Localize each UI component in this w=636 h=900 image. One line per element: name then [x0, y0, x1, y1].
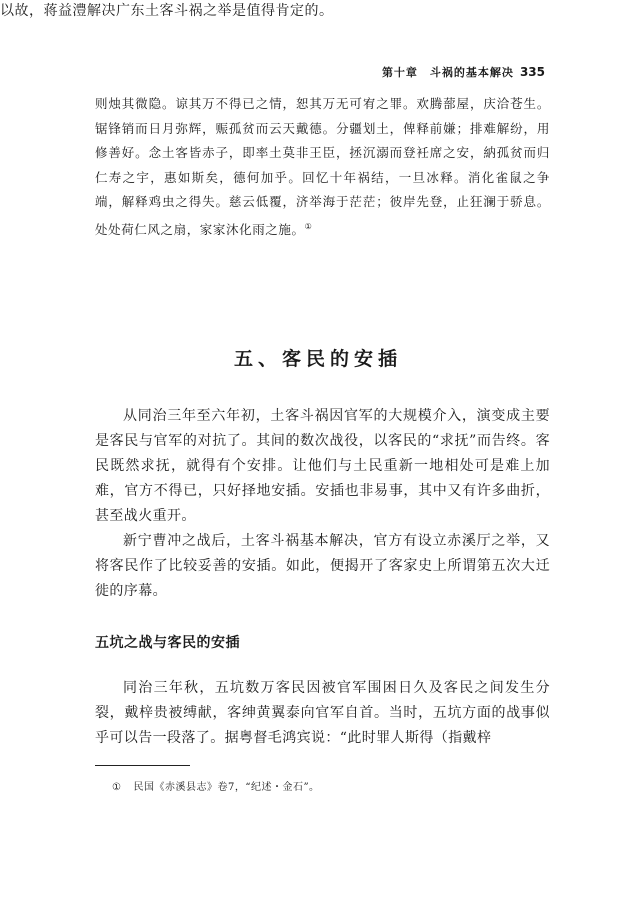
chapter-title: 第十章 斗祸的基本解决	[381, 66, 514, 79]
subsection-heading: 五坑之战与客民的安插	[95, 635, 240, 651]
section-heading: 五、客民的安插	[233, 348, 402, 370]
running-head	[360, 64, 545, 80]
quote-text: 则烛其微隐。谅其万不得已之情，恕其万无可宥之罪。欢腾蔀屋，庆洽苍生。锯锋销而日月弥辉，赈孤贫而云天戴德。分疆划土，俾释前嫌；排难解纷，用修善好。念土客皆赤子，即率土莫非王臣，拯沉溺而登衽席之安，納孤贫而归仁寿之宇，惠如斯矣，德何加乎。回忆十年祸结，一旦冰释。消化雀鼠之争端，解释鸡虫之得失。慈云低覆，济举海于茫茫；彼岸先登，止狂澜于骄息。处处荷仁风之扇，家家沐化雨之施。	[95, 96, 550, 238]
quoted-passage	[95, 92, 550, 243]
footnote-text: 民国《赤溪县志》卷7，“纪述・金石”。	[133, 782, 320, 793]
footnote-reference: ①	[304, 221, 313, 231]
quote-paragraph	[95, 92, 550, 243]
conclusion-line: 以故，蒋益澧解决广东土客斗祸之举是值得肯定的。	[0, 3, 334, 19]
section-body	[95, 404, 550, 604]
footnote	[112, 778, 320, 793]
body-paragraph: 从同治三年至六年初，土客斗祸因官军的大规模介入，演变成主要是客民与官军的对抗了。其间的数次战役，以客民的“求抚”而告终。客民既然求抚，就得有个安排。让他们与土民重新一地相处可是难上加难，官方不得已，只好择地安插。安插也非易事，其中又有许多曲折，甚至战火重开。	[95, 408, 550, 524]
footnote-mark: ①	[112, 782, 122, 793]
subsection-body	[95, 676, 550, 751]
body-paragraph: 新宁曹冲之战后，土客斗祸基本解决，官方有设立赤溪厅之举，又将客民作了比较妥善的安插。如此，便揭开了客家史上所谓第五次大迁徙的序幕。	[95, 533, 550, 599]
footnote-divider	[95, 765, 190, 766]
page-number: 335	[519, 65, 545, 79]
body-paragraph: 同治三年秋，五坑数万客民因被官军围困日久及客民之间发生分裂，戴梓贵被缚献，客绅黄翼泰向官军自首。当时，五坑方面的战事似乎可以告一段落了。据粤督毛鸿宾说：“此时罪人斯得（指戴梓	[95, 680, 550, 746]
